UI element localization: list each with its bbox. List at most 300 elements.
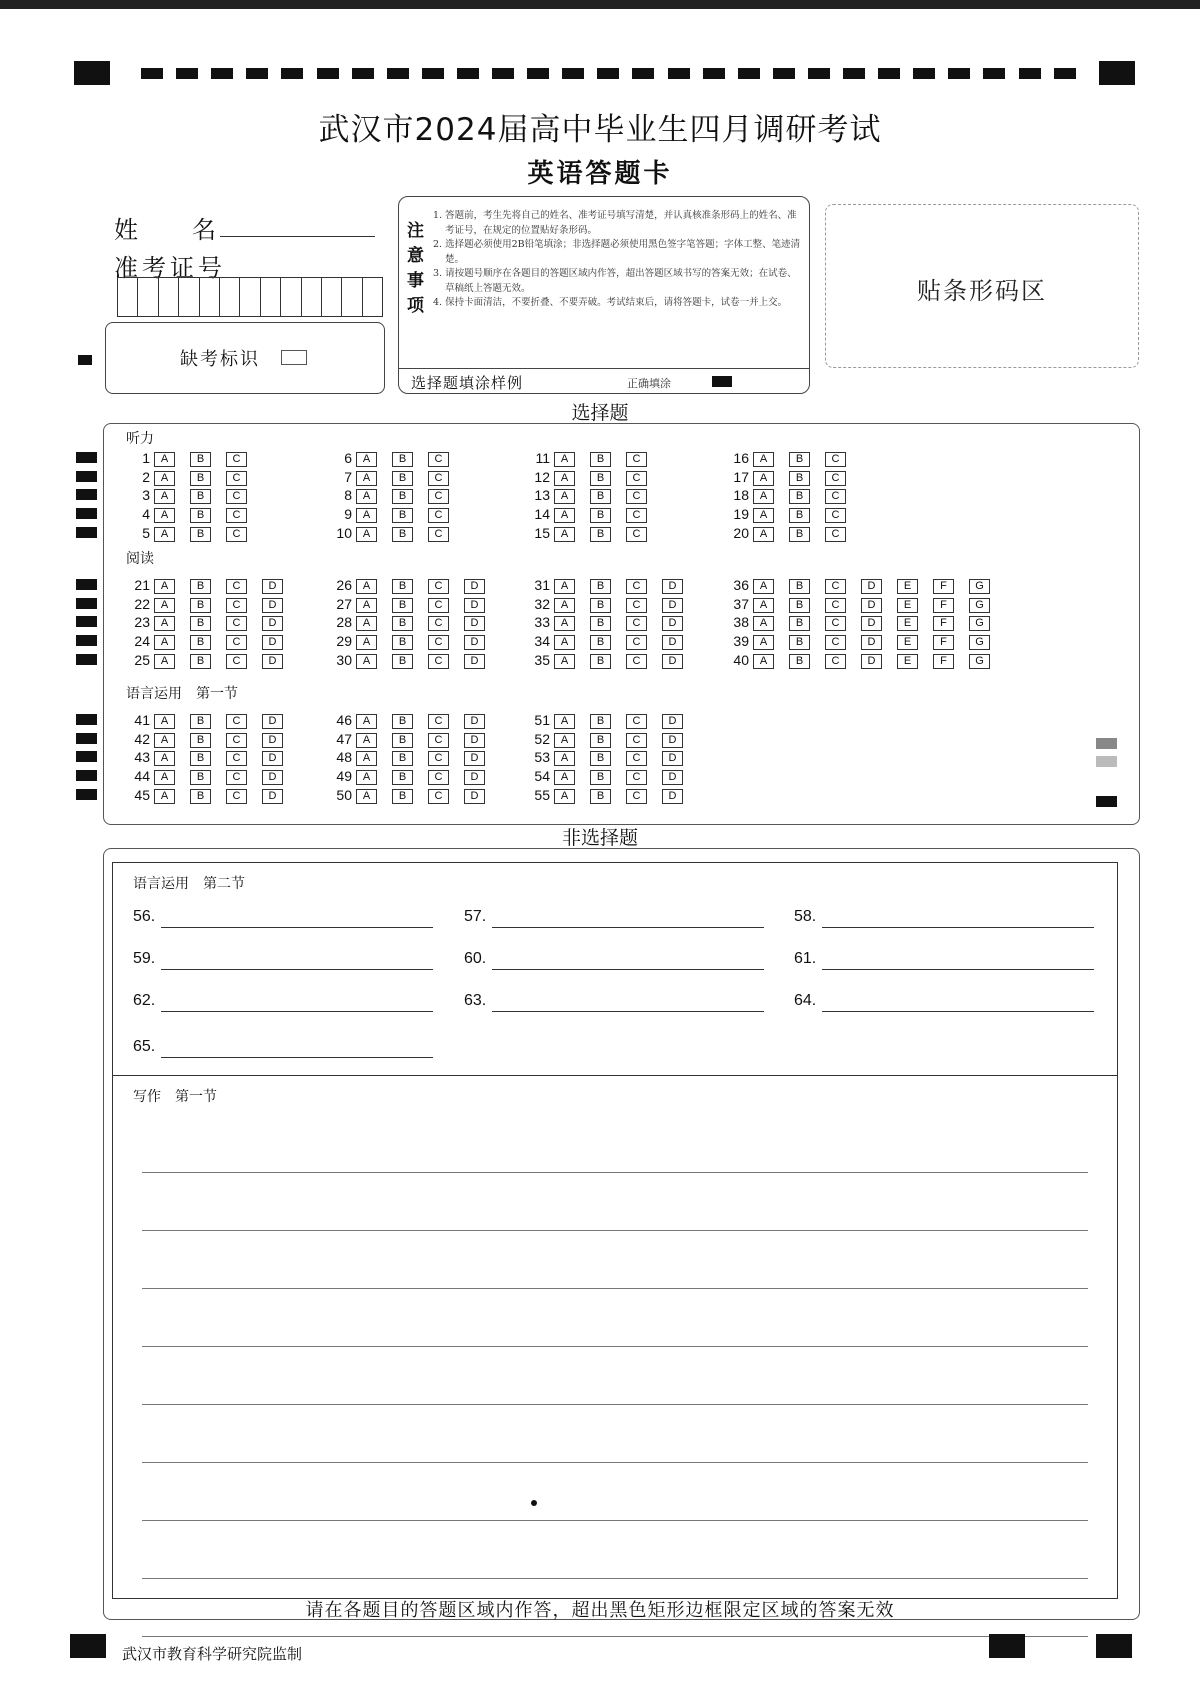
option-b-bubble[interactable]: B <box>190 489 211 504</box>
fill-answer-line[interactable] <box>822 1011 1094 1012</box>
option-d-bubble[interactable]: D <box>662 654 683 669</box>
mc-question-48 <box>328 749 500 766</box>
option-c-bubble[interactable]: C <box>226 508 247 523</box>
mc-question-47 <box>328 731 500 748</box>
timing-mark <box>1054 68 1076 79</box>
option-d-bubble[interactable]: D <box>861 654 882 669</box>
option-a-bubble[interactable]: A <box>753 635 774 650</box>
option-c-bubble[interactable]: C <box>825 471 846 486</box>
option-f-bubble[interactable]: F <box>933 654 954 669</box>
option-b-bubble[interactable]: B <box>789 489 810 504</box>
fill-answer-line[interactable] <box>161 1011 433 1012</box>
fill-answer-64[interactable] <box>794 992 816 1014</box>
notice-item: 2. 选择题必须使用2B铅笔填涂；非选择题必须使用黑色签字笔答题；字体工整、笔迹清楚。 <box>433 239 801 265</box>
option-a-bubble[interactable]: A <box>554 598 575 613</box>
option-c-bubble[interactable]: C <box>226 789 247 804</box>
option-b-bubble[interactable]: B <box>392 598 413 613</box>
option-a-bubble[interactable]: A <box>554 751 575 766</box>
question-number: 5 <box>142 524 150 541</box>
option-c-bubble[interactable]: C <box>428 452 449 467</box>
option-c-bubble[interactable]: C <box>825 598 846 613</box>
notice-item: 3. 请按题号顺序在各题目的答题区域内作答，超出答题区域书写的答案无效；在试卷、草稿纸上答题无效。 <box>433 268 797 294</box>
option-c-bubble[interactable]: C <box>428 635 449 650</box>
option-a-bubble[interactable]: A <box>154 598 175 613</box>
option-g-bubble[interactable]: G <box>969 598 990 613</box>
option-b-bubble[interactable]: B <box>392 508 413 523</box>
timing-mark <box>352 68 374 79</box>
question-number: 2 <box>142 468 150 485</box>
option-b-bubble[interactable]: B <box>392 489 413 504</box>
bottom-warning: 请在各题目的答题区域内作答，超出黑色矩形边框限定区域的答案无效 <box>305 1600 895 1621</box>
option-a-bubble[interactable]: A <box>356 579 377 594</box>
fill-answer-number: 59. <box>133 950 156 967</box>
option-d-bubble[interactable]: D <box>262 635 283 650</box>
option-a-bubble[interactable]: A <box>154 733 175 748</box>
question-number: 23 <box>134 614 150 631</box>
writing-line[interactable] <box>142 1288 1088 1289</box>
option-d-bubble[interactable]: D <box>662 616 683 631</box>
option-c-bubble[interactable]: C <box>825 527 846 542</box>
option-a-bubble[interactable]: A <box>554 770 575 785</box>
writing-line[interactable] <box>142 1404 1088 1405</box>
fill-sample-row <box>399 368 809 394</box>
option-c-bubble[interactable]: C <box>626 714 647 729</box>
fill-answer-line[interactable] <box>161 1057 433 1058</box>
option-a-bubble[interactable]: A <box>154 616 175 631</box>
option-a-bubble[interactable]: A <box>356 489 377 504</box>
option-b-bubble[interactable]: B <box>392 751 413 766</box>
option-c-bubble[interactable]: C <box>226 714 247 729</box>
option-b-bubble[interactable]: B <box>190 751 211 766</box>
question-number: 39 <box>733 633 749 650</box>
fill-answer-59[interactable] <box>133 950 155 972</box>
option-c-bubble[interactable]: C <box>428 714 449 729</box>
option-a-bubble[interactable]: A <box>154 654 175 669</box>
option-c-bubble[interactable]: C <box>626 616 647 631</box>
fill-answer-58[interactable] <box>794 908 816 930</box>
option-d-bubble[interactable]: D <box>662 635 683 650</box>
option-f-bubble[interactable]: F <box>933 579 954 594</box>
question-number: 44 <box>134 768 150 785</box>
option-b-bubble[interactable]: B <box>392 770 413 785</box>
option-b-bubble[interactable]: B <box>789 471 810 486</box>
option-a-bubble[interactable]: A <box>356 654 377 669</box>
option-c-bubble[interactable]: C <box>626 789 647 804</box>
option-a-bubble[interactable]: A <box>554 654 575 669</box>
language-use-part2-label: 语言运用 第二节 <box>133 876 245 892</box>
option-b-bubble[interactable]: B <box>789 508 810 523</box>
fill-answer-63[interactable] <box>464 992 486 1014</box>
option-c-bubble[interactable]: C <box>825 452 846 467</box>
option-f-bubble[interactable]: F <box>933 635 954 650</box>
name-label: 姓 名 <box>114 216 218 244</box>
timing-mark <box>843 68 865 79</box>
question-number: 51 <box>534 712 550 728</box>
option-c-bubble[interactable]: C <box>226 751 247 766</box>
option-c-bubble[interactable]: C <box>626 654 647 669</box>
option-a-bubble[interactable]: A <box>753 452 774 467</box>
option-a-bubble[interactable]: A <box>753 527 774 542</box>
option-d-bubble[interactable]: D <box>464 654 485 669</box>
option-g-bubble[interactable]: G <box>969 616 990 631</box>
question-number: 54 <box>534 768 550 785</box>
option-a-bubble[interactable]: A <box>154 508 175 523</box>
option-d-bubble[interactable]: D <box>861 635 882 650</box>
option-a-bubble[interactable]: A <box>554 452 575 467</box>
option-d-bubble[interactable]: D <box>262 714 283 729</box>
section-divider <box>112 1075 1118 1076</box>
option-e-bubble[interactable]: E <box>897 579 918 594</box>
option-a-bubble[interactable]: A <box>154 579 175 594</box>
option-a-bubble[interactable]: A <box>356 751 377 766</box>
option-d-bubble[interactable]: D <box>262 616 283 631</box>
option-c-bubble[interactable]: C <box>428 508 449 523</box>
option-f-bubble[interactable]: F <box>933 616 954 631</box>
option-c-bubble[interactable]: C <box>626 733 647 748</box>
option-a-bubble[interactable]: A <box>753 654 774 669</box>
mc-question-21 <box>126 577 298 594</box>
option-b-bubble[interactable]: B <box>190 471 211 486</box>
option-b-bubble[interactable]: B <box>590 751 611 766</box>
option-b-bubble[interactable]: B <box>190 527 211 542</box>
option-d-bubble[interactable]: D <box>262 598 283 613</box>
timing-mark <box>76 654 97 665</box>
option-c-bubble[interactable]: C <box>626 751 647 766</box>
option-b-bubble[interactable]: B <box>392 527 413 542</box>
question-number: 35 <box>534 651 550 668</box>
option-c-bubble[interactable]: C <box>428 751 449 766</box>
option-b-bubble[interactable]: B <box>789 616 810 631</box>
option-b-bubble[interactable]: B <box>590 527 611 542</box>
option-d-bubble[interactable]: D <box>662 751 683 766</box>
writing-line[interactable] <box>142 1578 1088 1579</box>
option-c-bubble[interactable]: C <box>626 471 647 486</box>
option-a-bubble[interactable]: A <box>154 770 175 785</box>
option-a-bubble[interactable]: A <box>753 616 774 631</box>
option-a-bubble[interactable]: A <box>154 789 175 804</box>
question-number: 24 <box>134 633 150 650</box>
option-a-bubble[interactable]: A <box>154 751 175 766</box>
option-c-bubble[interactable]: C <box>825 489 846 504</box>
fill-answer-line[interactable] <box>492 1011 764 1012</box>
option-b-bubble[interactable]: B <box>392 452 413 467</box>
option-a-bubble[interactable]: A <box>753 489 774 504</box>
option-a-bubble[interactable]: A <box>356 635 377 650</box>
option-b-bubble[interactable]: B <box>190 635 211 650</box>
option-c-bubble[interactable]: C <box>226 635 247 650</box>
option-b-bubble[interactable]: B <box>789 654 810 669</box>
fill-answer-61[interactable] <box>794 950 816 972</box>
option-b-bubble[interactable]: B <box>190 598 211 613</box>
option-c-bubble[interactable]: C <box>428 598 449 613</box>
option-b-bubble[interactable]: B <box>190 654 211 669</box>
option-a-bubble[interactable]: A <box>753 508 774 523</box>
mc-question-13 <box>526 487 662 504</box>
option-b-bubble[interactable]: B <box>392 714 413 729</box>
option-c-bubble[interactable]: C <box>626 527 647 542</box>
fill-answer-number: 63. <box>464 992 487 1009</box>
option-c-bubble[interactable]: C <box>626 452 647 467</box>
timing-mark <box>76 598 97 609</box>
option-d-bubble[interactable]: D <box>861 598 882 613</box>
option-a-bubble[interactable]: A <box>753 579 774 594</box>
option-b-bubble[interactable]: B <box>590 616 611 631</box>
option-e-bubble[interactable]: E <box>897 598 918 613</box>
option-b-bubble[interactable]: B <box>392 635 413 650</box>
option-b-bubble[interactable]: B <box>590 770 611 785</box>
option-b-bubble[interactable]: B <box>590 635 611 650</box>
option-c-bubble[interactable]: C <box>428 489 449 504</box>
option-c-bubble[interactable]: C <box>428 616 449 631</box>
exam-id-boxes[interactable] <box>117 277 383 317</box>
option-a-bubble[interactable]: A <box>154 635 175 650</box>
writing-line[interactable] <box>142 1636 1088 1637</box>
fill-answer-62[interactable] <box>133 992 155 1014</box>
name-field[interactable] <box>220 236 375 237</box>
mc-question-42 <box>126 731 298 748</box>
timing-mark <box>141 68 163 79</box>
option-b-bubble[interactable]: B <box>590 508 611 523</box>
option-a-bubble[interactable]: A <box>356 527 377 542</box>
option-c-bubble[interactable]: C <box>226 770 247 785</box>
question-number: 42 <box>134 730 150 747</box>
option-c-bubble[interactable]: C <box>626 598 647 613</box>
option-a-bubble[interactable]: A <box>554 471 575 486</box>
fill-answer-line[interactable] <box>822 927 1094 928</box>
option-d-bubble[interactable]: D <box>464 733 485 748</box>
option-d-bubble[interactable]: D <box>662 770 683 785</box>
option-c-bubble[interactable]: C <box>226 598 247 613</box>
option-b-bubble[interactable]: B <box>392 789 413 804</box>
option-a-bubble[interactable]: A <box>554 527 575 542</box>
option-c-bubble[interactable]: C <box>626 579 647 594</box>
option-d-bubble[interactable]: D <box>464 714 485 729</box>
option-b-bubble[interactable]: B <box>789 598 810 613</box>
option-c-bubble[interactable]: C <box>226 579 247 594</box>
fill-answer-65[interactable] <box>133 1038 155 1060</box>
option-d-bubble[interactable]: D <box>662 598 683 613</box>
option-c-bubble[interactable]: C <box>428 471 449 486</box>
fill-answer-line[interactable] <box>492 969 764 970</box>
option-a-bubble[interactable]: A <box>554 635 575 650</box>
option-c-bubble[interactable]: C <box>626 489 647 504</box>
option-b-bubble[interactable]: B <box>392 733 413 748</box>
option-g-bubble[interactable]: G <box>969 654 990 669</box>
option-c-bubble[interactable]: C <box>825 654 846 669</box>
fill-answer-56[interactable] <box>133 908 155 930</box>
option-c-bubble[interactable]: C <box>428 654 449 669</box>
timing-mark <box>211 68 233 79</box>
question-number: 48 <box>336 749 352 766</box>
option-a-bubble[interactable]: A <box>356 452 377 467</box>
option-c-bubble[interactable]: C <box>226 489 247 504</box>
fill-answer-line[interactable] <box>161 969 433 970</box>
option-a-bubble[interactable]: A <box>753 471 774 486</box>
option-b-bubble[interactable]: B <box>789 527 810 542</box>
option-b-bubble[interactable]: B <box>190 616 211 631</box>
option-d-bubble[interactable]: D <box>464 616 485 631</box>
option-d-bubble[interactable]: D <box>464 579 485 594</box>
question-number: 9 <box>344 506 352 523</box>
option-b-bubble[interactable]: B <box>590 489 611 504</box>
mc-question-23 <box>126 614 298 631</box>
option-c-bubble[interactable]: C <box>226 471 247 486</box>
option-b-bubble[interactable]: B <box>789 635 810 650</box>
option-d-bubble[interactable]: D <box>861 579 882 594</box>
option-c-bubble[interactable]: C <box>825 579 846 594</box>
option-e-bubble[interactable]: E <box>897 616 918 631</box>
option-a-bubble[interactable]: A <box>154 489 175 504</box>
option-d-bubble[interactable]: D <box>662 714 683 729</box>
option-a-bubble[interactable]: A <box>356 471 377 486</box>
option-d-bubble[interactable]: D <box>464 635 485 650</box>
fill-answer-60[interactable] <box>464 950 486 972</box>
writing-line[interactable] <box>142 1346 1088 1347</box>
option-a-bubble[interactable]: A <box>554 508 575 523</box>
mc-question-55 <box>526 787 698 804</box>
option-d-bubble[interactable]: D <box>262 654 283 669</box>
option-b-bubble[interactable]: B <box>789 579 810 594</box>
option-c-bubble[interactable]: C <box>626 635 647 650</box>
timing-mark <box>808 68 830 79</box>
question-number: 8 <box>344 487 352 504</box>
option-b-bubble[interactable]: B <box>190 733 211 748</box>
writing-line[interactable] <box>142 1172 1088 1173</box>
option-c-bubble[interactable]: C <box>226 452 247 467</box>
option-b-bubble[interactable]: B <box>590 714 611 729</box>
option-d-bubble[interactable]: D <box>262 789 283 804</box>
option-b-bubble[interactable]: B <box>590 654 611 669</box>
option-c-bubble[interactable]: C <box>428 579 449 594</box>
option-b-bubble[interactable]: B <box>789 452 810 467</box>
option-d-bubble[interactable]: D <box>262 733 283 748</box>
writing-line[interactable] <box>142 1462 1088 1463</box>
notice-items <box>433 209 801 311</box>
option-c-bubble[interactable]: C <box>226 654 247 669</box>
option-a-bubble[interactable]: A <box>154 452 175 467</box>
question-number: 12 <box>534 468 550 485</box>
option-c-bubble[interactable]: C <box>626 508 647 523</box>
option-a-bubble[interactable]: A <box>554 733 575 748</box>
option-a-bubble[interactable]: A <box>554 579 575 594</box>
option-c-bubble[interactable]: C <box>825 635 846 650</box>
option-c-bubble[interactable]: C <box>825 616 846 631</box>
option-d-bubble[interactable]: D <box>464 751 485 766</box>
option-b-bubble[interactable]: B <box>190 789 211 804</box>
option-d-bubble[interactable]: D <box>662 789 683 804</box>
timing-mark <box>74 61 110 85</box>
mc-question-10 <box>328 525 464 542</box>
option-b-bubble[interactable]: B <box>190 770 211 785</box>
option-d-bubble[interactable]: D <box>464 770 485 785</box>
group-label-reading: 阅读 <box>126 551 154 567</box>
option-c-bubble[interactable]: C <box>428 527 449 542</box>
option-d-bubble[interactable]: D <box>262 579 283 594</box>
option-a-bubble[interactable]: A <box>554 789 575 804</box>
option-d-bubble[interactable]: D <box>464 598 485 613</box>
question-number: 14 <box>534 506 550 523</box>
question-number: 16 <box>733 450 749 466</box>
option-d-bubble[interactable]: D <box>262 770 283 785</box>
notice-item: 1. 答题前，考生先将自己的姓名、准考证号填写清楚，并认真核准条形码上的姓名、准考证号，在规定的位置贴好条形码。 <box>433 210 797 236</box>
option-c-bubble[interactable]: C <box>428 789 449 804</box>
option-c-bubble[interactable]: C <box>626 770 647 785</box>
option-g-bubble[interactable]: G <box>969 579 990 594</box>
option-b-bubble[interactable]: B <box>392 654 413 669</box>
option-b-bubble[interactable]: B <box>590 452 611 467</box>
barcode-area[interactable] <box>825 204 1139 368</box>
fill-answer-number: 65. <box>133 1038 156 1055</box>
option-f-bubble[interactable]: F <box>933 598 954 613</box>
option-b-bubble[interactable]: B <box>590 598 611 613</box>
fill-answer-line[interactable] <box>822 969 1094 970</box>
option-b-bubble[interactable]: B <box>392 579 413 594</box>
writing-line[interactable] <box>142 1520 1088 1521</box>
option-d-bubble[interactable]: D <box>662 733 683 748</box>
option-a-bubble[interactable]: A <box>554 714 575 729</box>
option-a-bubble[interactable]: A <box>154 527 175 542</box>
absent-checkbox[interactable] <box>281 350 307 365</box>
option-a-bubble[interactable]: A <box>154 714 175 729</box>
option-c-bubble[interactable]: C <box>428 733 449 748</box>
option-a-bubble[interactable]: A <box>356 598 377 613</box>
option-d-bubble[interactable]: D <box>262 751 283 766</box>
option-a-bubble[interactable]: A <box>154 471 175 486</box>
option-b-bubble[interactable]: B <box>392 471 413 486</box>
option-b-bubble[interactable]: B <box>590 471 611 486</box>
option-b-bubble[interactable]: B <box>190 508 211 523</box>
option-c-bubble[interactable]: C <box>226 527 247 542</box>
option-a-bubble[interactable]: A <box>554 489 575 504</box>
option-b-bubble[interactable]: B <box>590 579 611 594</box>
option-a-bubble[interactable]: A <box>554 616 575 631</box>
option-b-bubble[interactable]: B <box>190 714 211 729</box>
option-e-bubble[interactable]: E <box>897 654 918 669</box>
option-a-bubble[interactable]: A <box>356 733 377 748</box>
fill-answer-57[interactable] <box>464 908 486 930</box>
option-c-bubble[interactable]: C <box>226 733 247 748</box>
option-d-bubble[interactable]: D <box>464 789 485 804</box>
option-b-bubble[interactable]: B <box>590 733 611 748</box>
mc-question-44 <box>126 768 298 785</box>
option-g-bubble[interactable]: G <box>969 635 990 650</box>
fill-answer-line[interactable] <box>161 927 433 928</box>
option-b-bubble[interactable]: B <box>190 452 211 467</box>
option-a-bubble[interactable]: A <box>356 714 377 729</box>
mc-section-title: 选择题 <box>571 402 629 424</box>
option-b-bubble[interactable]: B <box>392 616 413 631</box>
option-a-bubble[interactable]: A <box>356 770 377 785</box>
fill-answer-line[interactable] <box>492 927 764 928</box>
option-d-bubble[interactable]: D <box>861 616 882 631</box>
fill-answer-number: 64. <box>794 992 817 1009</box>
writing-line[interactable] <box>142 1230 1088 1231</box>
option-a-bubble[interactable]: A <box>356 508 377 523</box>
option-a-bubble[interactable]: A <box>753 598 774 613</box>
option-a-bubble[interactable]: A <box>356 789 377 804</box>
mc-question-6 <box>328 450 464 467</box>
option-c-bubble[interactable]: C <box>226 616 247 631</box>
option-c-bubble[interactable]: C <box>428 770 449 785</box>
option-e-bubble[interactable]: E <box>897 635 918 650</box>
mc-question-43 <box>126 749 298 766</box>
option-a-bubble[interactable]: A <box>356 616 377 631</box>
option-c-bubble[interactable]: C <box>825 508 846 523</box>
option-b-bubble[interactable]: B <box>590 789 611 804</box>
option-d-bubble[interactable]: D <box>662 579 683 594</box>
option-b-bubble[interactable]: B <box>190 579 211 594</box>
mc-question-7 <box>328 469 464 486</box>
